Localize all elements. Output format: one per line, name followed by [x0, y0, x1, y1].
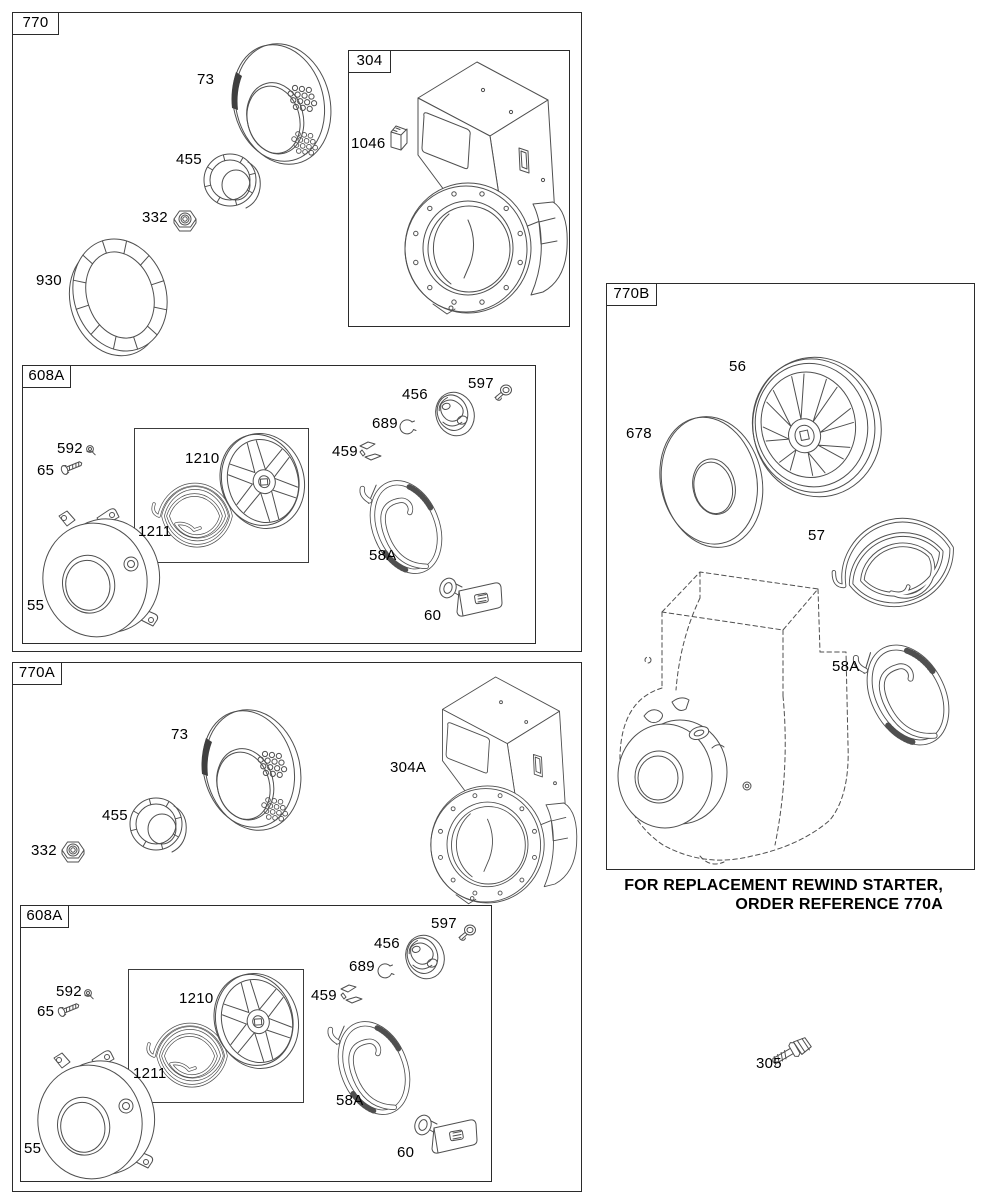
clutch-456-top-art — [430, 387, 480, 441]
tab-608a-top: 608A — [22, 365, 71, 388]
part-label-592-top: 592 — [57, 440, 83, 457]
part-label-58a-bottom: 58A — [336, 1092, 364, 1109]
part-label-1211-bottom: 1211 — [133, 1065, 167, 1082]
part-label-1046: 1046 — [351, 135, 386, 152]
tab-770a: 770A — [12, 662, 62, 685]
part-label-60-top: 60 — [424, 607, 442, 624]
part-label-689-top: 689 — [372, 415, 398, 432]
part-label-332-770a: 332 — [31, 842, 57, 859]
rope-58a-top-art — [358, 467, 452, 581]
clip-689-bottom-art — [378, 964, 394, 978]
part-label-456-bottom: 456 — [374, 935, 400, 952]
part-label-459-bottom: 459 — [311, 987, 337, 1004]
section-770-art — [34, 33, 568, 645]
tab-770: 770 — [12, 12, 59, 35]
part-label-58a-top: 58A — [369, 547, 397, 564]
tab-608a-bottom: 608A — [20, 905, 69, 928]
starter-cup-455-art — [204, 154, 260, 208]
screw-592-bottom-art — [85, 990, 94, 999]
section-770b-art — [618, 345, 965, 864]
part-label-592-bottom: 592 — [56, 983, 82, 1000]
bolt-597-bottom-art — [459, 925, 476, 940]
part-label-332-770: 332 — [142, 209, 168, 226]
part-label-597-top: 597 — [468, 375, 494, 392]
replacement-note-line1: FOR REPLACEMENT REWIND STARTER, — [624, 877, 943, 894]
part-label-58a-770b: 58A — [832, 658, 860, 675]
pawls-459-top-art — [360, 442, 381, 460]
screw-65-top-art — [60, 459, 83, 476]
bolt-597-top-art — [495, 385, 512, 400]
screen-disc-73-art — [221, 33, 344, 175]
part-label-1210-top: 1210 — [185, 450, 220, 467]
part-label-689-bottom: 689 — [349, 958, 375, 975]
starter-cup-455-bottom-art — [130, 798, 186, 852]
part-label-1210-bottom: 1210 — [179, 990, 214, 1007]
part-label-305: 305 — [756, 1055, 782, 1072]
part-label-597-bottom: 597 — [431, 915, 457, 932]
part-label-55-bottom: 55 — [24, 1140, 42, 1157]
part-label-678: 678 — [626, 425, 652, 442]
part-label-60-bottom: 60 — [397, 1144, 415, 1161]
part-label-65-bottom: 65 — [37, 1003, 55, 1020]
part-label-1211-top: 1211 — [138, 523, 172, 540]
screw-592-top-art — [87, 446, 96, 455]
section-770a-art — [29, 677, 577, 1187]
part-label-456-top: 456 — [402, 386, 428, 403]
part-label-57: 57 — [808, 527, 826, 544]
part-label-455-770a: 455 — [102, 807, 128, 824]
handle-60-top-art — [437, 576, 502, 616]
part-label-55-top: 55 — [27, 597, 45, 614]
pawls-459-bottom-art — [341, 985, 362, 1003]
blower-housing-304a-art — [431, 677, 577, 904]
clip-689-top-art — [400, 420, 416, 434]
part-label-73-770a: 73 — [171, 726, 189, 743]
nut-332-bottom-art — [62, 842, 84, 862]
rope-58a-770b-art — [848, 624, 964, 760]
replacement-note — [624, 877, 943, 914]
tab-304: 304 — [348, 50, 391, 73]
part-label-455-770: 455 — [176, 151, 202, 168]
handle-60-bottom-art — [412, 1113, 477, 1153]
ring-930-art — [54, 227, 182, 368]
part-label-459-top: 459 — [332, 443, 358, 460]
part-label-73-770: 73 — [197, 71, 215, 88]
screen-disc-73-bottom-art — [191, 699, 314, 841]
screw-65-bottom-art — [57, 1001, 80, 1018]
part-label-65-top: 65 — [37, 462, 55, 479]
key-1046-art — [391, 126, 407, 150]
part-label-304a: 304A — [390, 759, 427, 776]
clutch-456-bottom-art — [400, 930, 450, 984]
blower-housing-304-art — [405, 62, 567, 314]
nut-332-art — [174, 211, 196, 231]
replacement-note-line2: ORDER REFERENCE 770A — [735, 895, 943, 913]
rewind-spring-57-art — [822, 504, 964, 624]
part-label-930: 930 — [36, 272, 62, 289]
tab-770b: 770B — [606, 283, 657, 306]
engine-starter-drum-art — [618, 698, 751, 828]
part-label-56: 56 — [729, 358, 747, 375]
